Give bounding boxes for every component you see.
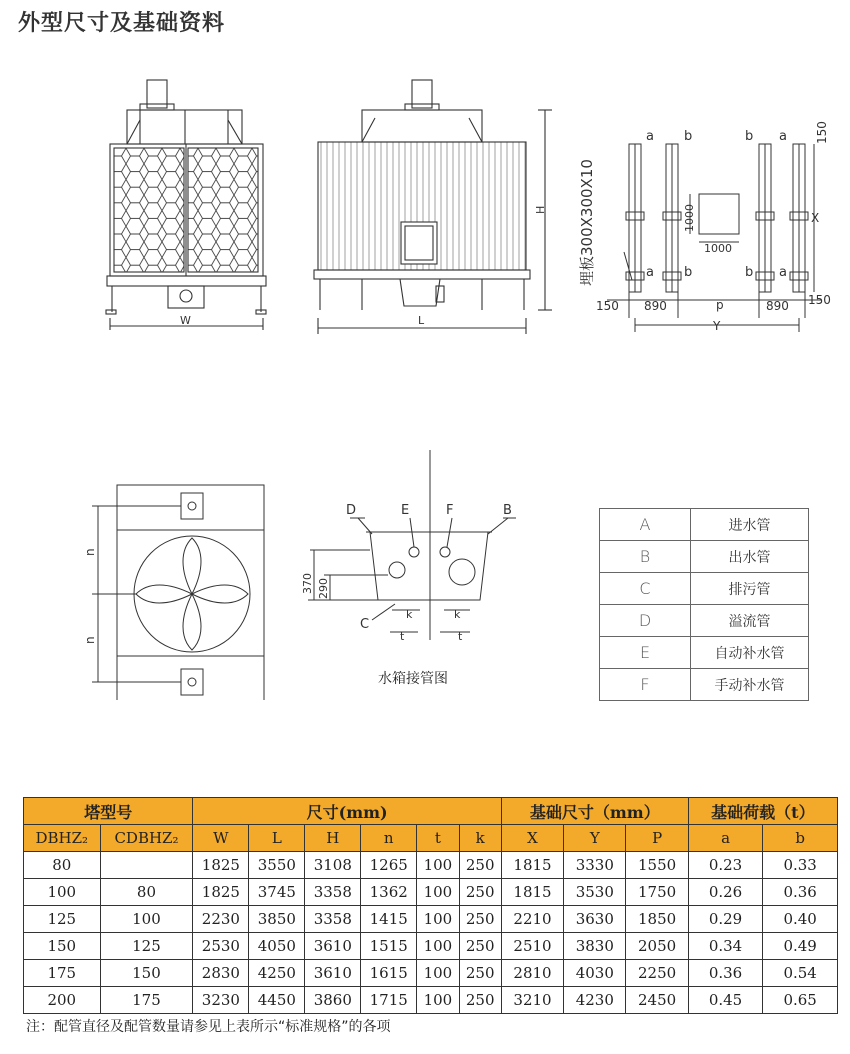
dim-1000-vertical: 1000: [683, 204, 696, 232]
tank-piping-caption: 水箱接管图: [378, 671, 448, 687]
table-cell: 3830: [564, 933, 626, 960]
table-cell: 2050: [626, 933, 688, 960]
spec-table-body: [24, 852, 838, 1014]
header-dims: 尺寸(mm): [193, 798, 501, 825]
table-cell: 3530: [564, 879, 626, 906]
table-cell: 125: [24, 906, 101, 933]
table-cell: 3610: [305, 960, 361, 987]
table-cell: 2250: [626, 960, 688, 987]
table-cell: 150: [24, 933, 101, 960]
table-cell: 3230: [193, 987, 249, 1014]
legend-name: 自动补水管: [691, 637, 809, 669]
table-cell: 0.36: [763, 879, 838, 906]
table-cell: 2830: [193, 960, 249, 987]
legend-code: D: [600, 605, 691, 637]
dim-n-bottom: n: [83, 636, 97, 644]
table-cell: 250: [459, 987, 501, 1014]
dim-290: 290: [317, 578, 330, 599]
pipe-legend-table: [599, 508, 809, 701]
legend-name: 溢流管: [691, 605, 809, 637]
table-cell: 1615: [361, 960, 417, 987]
pipe-label-b: B: [503, 503, 512, 518]
table-cell: 0.26: [688, 879, 763, 906]
legend-row: [600, 541, 809, 573]
page-title: 外型尺寸及基础资料: [18, 10, 226, 36]
dim-890-left: 890: [644, 299, 667, 313]
spec-table: [23, 797, 838, 1014]
legend-name: 手动补水管: [691, 669, 809, 701]
legend-row: [600, 637, 809, 669]
dim-k-right: k: [454, 608, 461, 621]
legend-name: 排污管: [691, 573, 809, 605]
foundation-label-a-bottom-right: a: [779, 265, 787, 280]
legend-code: F: [600, 669, 691, 701]
column-header: H: [305, 825, 361, 852]
dim-150-right: 150: [808, 293, 831, 307]
table-cell: 1265: [361, 852, 417, 879]
column-header: k: [459, 825, 501, 852]
table-cell: 250: [459, 933, 501, 960]
column-header: b: [763, 825, 838, 852]
table-cell: 1815: [501, 852, 563, 879]
side-view: [314, 80, 552, 334]
table-cell: 3358: [305, 906, 361, 933]
dim-890-right: 890: [766, 299, 789, 313]
embed-plate-label: 埋板300X300X10: [578, 159, 596, 286]
table-cell: 100: [417, 852, 459, 879]
foundation-label-a-top-left: a: [646, 129, 654, 144]
legend-code: B: [600, 541, 691, 573]
table-cell: 3610: [305, 933, 361, 960]
table-cell: 1715: [361, 987, 417, 1014]
table-cell: 2810: [501, 960, 563, 987]
table-cell: 3745: [249, 879, 305, 906]
table-row: [24, 987, 838, 1014]
dim-n-top: n: [83, 548, 97, 556]
table-row: [24, 960, 838, 987]
table-cell: 1415: [361, 906, 417, 933]
dim-l-label: L: [418, 314, 425, 327]
legend-row: [600, 509, 809, 541]
table-cell: 2210: [501, 906, 563, 933]
column-header: CDBHZ₂: [100, 825, 193, 852]
top-view: [92, 485, 264, 700]
table-cell: 100: [417, 879, 459, 906]
table-cell: 125: [100, 933, 193, 960]
table-cell: 2530: [193, 933, 249, 960]
dim-w-label: W: [180, 314, 191, 327]
column-header: W: [193, 825, 249, 852]
legend-name: 出水管: [691, 541, 809, 573]
table-cell: 4250: [249, 960, 305, 987]
table-cell: 3210: [501, 987, 563, 1014]
table-cell: 0.49: [763, 933, 838, 960]
table-cell: 3850: [249, 906, 305, 933]
dim-k-left: k: [406, 608, 413, 621]
legend-code: E: [600, 637, 691, 669]
foundation-label-b-top-right: b: [745, 129, 754, 144]
table-row: [24, 879, 838, 906]
dim-t-left: t: [400, 630, 405, 643]
legend-row: [600, 605, 809, 637]
table-cell: 0.29: [688, 906, 763, 933]
table-cell: 3108: [305, 852, 361, 879]
table-cell: 1815: [501, 879, 563, 906]
table-cell: 100: [417, 987, 459, 1014]
dim-y: Y: [713, 319, 721, 333]
foundation-label-b-top-left: b: [684, 129, 693, 144]
table-cell: 3860: [305, 987, 361, 1014]
table-cell: 100: [417, 960, 459, 987]
table-cell: 0.33: [763, 852, 838, 879]
table-cell: 0.45: [688, 987, 763, 1014]
table-row: [24, 933, 838, 960]
table-cell: 1515: [361, 933, 417, 960]
foundation-label-a-bottom-left: a: [646, 265, 654, 280]
dim-1000-horizontal: 1000: [704, 242, 732, 255]
dim-x: X: [811, 211, 820, 225]
pipe-label-f: F: [446, 503, 454, 518]
table-cell: 175: [100, 987, 193, 1014]
table-cell: 3330: [564, 852, 626, 879]
foundation-label-b-bottom-left: b: [684, 265, 693, 280]
table-cell: 4230: [564, 987, 626, 1014]
column-header: t: [417, 825, 459, 852]
table-cell: 4030: [564, 960, 626, 987]
table-cell: [100, 852, 193, 879]
table-cell: 100: [100, 906, 193, 933]
table-cell: 80: [100, 879, 193, 906]
table-cell: 80: [24, 852, 101, 879]
column-header-row: [24, 825, 838, 852]
dim-150-top: 150: [815, 121, 829, 144]
table-cell: 2510: [501, 933, 563, 960]
footnote: 注：配管直径及配管数量请参见上表所示“标准规格”的各项: [26, 1019, 391, 1035]
table-cell: 1850: [626, 906, 688, 933]
table-cell: 4450: [249, 987, 305, 1014]
foundation-plan: [607, 144, 822, 332]
table-cell: 1550: [626, 852, 688, 879]
column-header: X: [501, 825, 563, 852]
table-cell: 1825: [193, 852, 249, 879]
column-header: L: [249, 825, 305, 852]
table-cell: 0.36: [688, 960, 763, 987]
table-cell: 2450: [626, 987, 688, 1014]
table-cell: 0.65: [763, 987, 838, 1014]
pipe-label-e: E: [401, 503, 410, 518]
table-cell: 250: [459, 960, 501, 987]
table-cell: 0.40: [763, 906, 838, 933]
table-cell: 0.23: [688, 852, 763, 879]
legend-row: [600, 573, 809, 605]
table-cell: 250: [459, 852, 501, 879]
table-cell: 4050: [249, 933, 305, 960]
foundation-label-b-bottom-right: b: [745, 265, 754, 280]
legend-name: 进水管: [691, 509, 809, 541]
table-cell: 3358: [305, 879, 361, 906]
table-cell: 3550: [249, 852, 305, 879]
table-cell: 0.34: [688, 933, 763, 960]
header-foundation: 基础尺寸（mm）: [501, 798, 688, 825]
table-cell: 100: [417, 933, 459, 960]
dim-t-right: t: [458, 630, 463, 643]
table-cell: 3630: [564, 906, 626, 933]
legend-code: C: [600, 573, 691, 605]
pipe-label-c: C: [360, 617, 370, 632]
foundation-label-a-top-right: a: [779, 129, 787, 144]
dim-370: 370: [301, 573, 314, 594]
header-load: 基础荷载（t）: [688, 798, 837, 825]
table-cell: 250: [459, 879, 501, 906]
table-cell: 250: [459, 906, 501, 933]
column-header: a: [688, 825, 763, 852]
dim-p: p: [716, 298, 724, 312]
table-cell: 1362: [361, 879, 417, 906]
table-cell: 100: [417, 906, 459, 933]
header-model: 塔型号: [24, 798, 193, 825]
table-cell: 1825: [193, 879, 249, 906]
table-cell: 100: [24, 879, 101, 906]
pipe-label-d: D: [346, 503, 357, 518]
table-cell: 2230: [193, 906, 249, 933]
column-header: DBHZ₂: [24, 825, 101, 852]
legend-row: [600, 669, 809, 701]
legend-code: A: [600, 509, 691, 541]
dim-150-left: 150: [596, 299, 619, 313]
table-cell: 200: [24, 987, 101, 1014]
column-header: Y: [564, 825, 626, 852]
table-cell: 0.54: [763, 960, 838, 987]
table-row: [24, 852, 838, 879]
column-header: P: [626, 825, 688, 852]
table-cell: 150: [100, 960, 193, 987]
table-cell: 175: [24, 960, 101, 987]
column-header: n: [361, 825, 417, 852]
front-view: [106, 80, 266, 330]
dim-h-label: H: [534, 205, 547, 214]
table-row: [24, 906, 838, 933]
table-cell: 1750: [626, 879, 688, 906]
